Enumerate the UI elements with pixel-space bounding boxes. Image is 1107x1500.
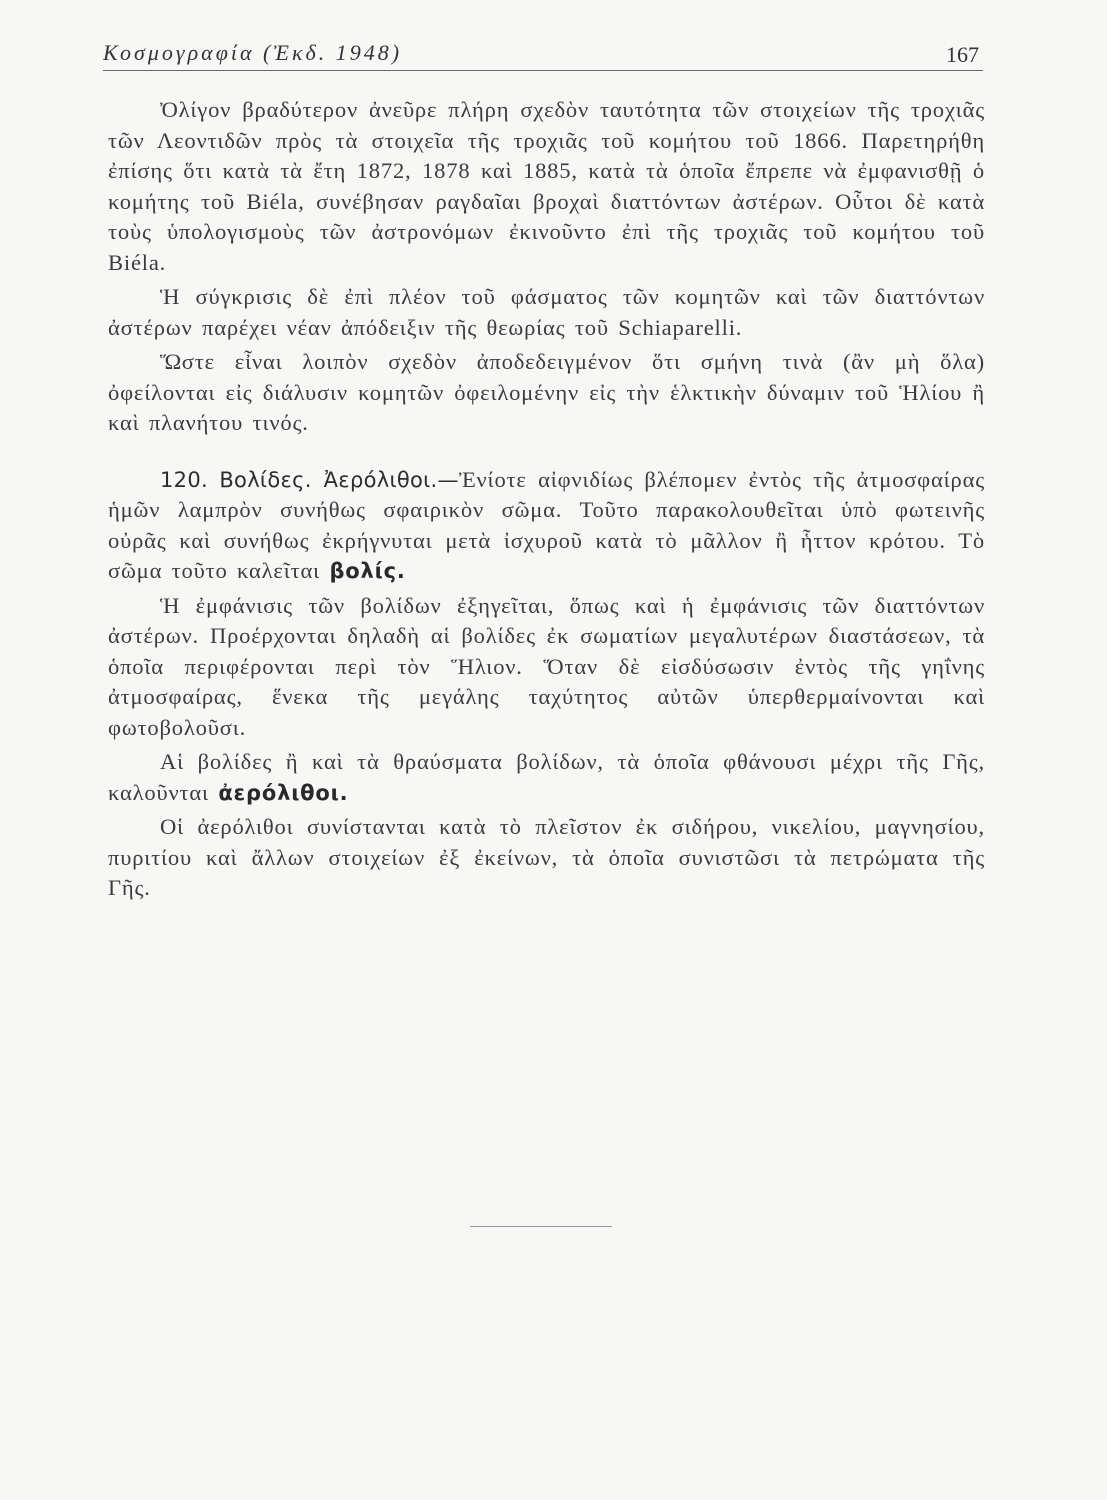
term-aerolithoi: ἀερόλιθοι. [218, 780, 349, 805]
term-bolis: βολίς. [329, 559, 406, 583]
paragraph-aerolites-definition [108, 747, 985, 808]
paragraph-conclusion: Ὥστε εἶναι λοιπὸν σχεδὸν ἀποδεδειγμένον ὅτι σμήνη τινὰ (ἂν μὴ ὅλα) ὀφείλονται εἰς διάλυσιν κομητῶν ὀφειλομένην εἰς τὴν ἑλκτικὴν δύναμιν τοῦ Ἡλίου ἢ καὶ πλανήτου τινός. [108, 349, 985, 435]
section-title: Βολίδες. Ἀερόλιθοι.— [219, 467, 459, 492]
paragraph-explanation: Ἡ ἐμφάνισις τῶν βολίδων ἐξηγεῖται, ὅπως καὶ ἡ ἐμφάνισις τῶν διαττόντων ἀστέρων. Προέρχονται δηλαδὴ αἱ βολίδες ἐκ σωματίων μεγαλυτέρων διαστάσεων, τὰ ὁποῖα περιφέρονται περὶ τὸν Ἥλιον. Ὅταν δὲ εἰσδύσωσιν ἐντὸς τῆς γηΐνης ἀτμοσφαίρας, ἕνεκα τῆς μεγάλης ταχύτητος αὐτῶν ὑπερθερμαίνονται καὶ φωτοβολοῦσι. [108, 592, 985, 740]
body-text [108, 95, 985, 916]
paragraph-composition: Οἱ ἀερόλιθοι συνίστανται κατὰ τὸ πλεῖστον ἐκ σιδήρου, νικελίου, μαγνησίου, πυριτίου καὶ ἄλλων στοιχείων ἐξ ἐκείνων, τὰ ὁποῖα συνιστῶσι τὰ πετρώματα τῆς Γῆς. [108, 814, 985, 900]
footer-rule [470, 1226, 612, 1227]
paragraph-bolides-text: Ἐνίοτε αἰφνιδίως βλέπομεν ἐντὸς τῆς ἀτμοσφαίρας ἡμῶν λαμπρὸν συνήθως σφαιρικὸν σῶμα. Τοῦτο παρακολουθεῖται ὑπὸ φωτεινῆς οὐρᾶς καὶ συνήθως ἐκρήγνυται μετὰ ἰσχυροῦ κατὰ τὸ μᾶλλον ἢ ἧττον κρότου. Τὸ σῶμα τοῦτο καλεῖται [108, 466, 985, 583]
header-rule [103, 70, 983, 71]
paragraph-leonids: Ὀλίγον βραδύτερον ἀνεῦρε πλήρη σχεδὸν ταυτότητα τῶν στοιχείων τῆς τροχιᾶς τῶν Λεοντιδῶν πρὸς τὰ στοιχεῖα τῆς τροχιᾶς τοῦ κομήτου τοῦ 1866. Παρετηρήθη ἐπίσης ὅτι κατὰ τὰ ἔτη 1872, 1878 καὶ 1885, κατὰ τὰ ὁποῖα ἔπρεπε νὰ ἐμφανισθῇ ὁ κομήτης τοῦ Biéla, συνέβησαν ραγδαῖαι βροχαὶ διαττόντων ἀστέρων. Οὗτοι δὲ κατὰ τοὺς ὑπολογισμοὺς τῶν ἀστρονόμων ἐκινοῦντο ἐπὶ τῆς τροχιᾶς τοῦ κομήτου τοῦ Biéla. [108, 97, 985, 275]
section-120-paragraph [108, 465, 985, 587]
paragraph-aerolites-text: Αἱ βολίδες ἢ καὶ τὰ θραύσματα βολίδων, τὰ ὁποῖα φθάνουσι μέχρι τῆς Γῆς, καλοῦνται [108, 749, 985, 805]
section-number: 120. [160, 467, 208, 492]
paragraph-spectrum: Ἡ σύγκρισις δὲ ἐπὶ πλέον τοῦ φάσματος τῶν κομητῶν καὶ τῶν διαττόντων ἀστέρων παρέχει νέαν ἀπόδειξιν τῆς θεωρίας τοῦ Schiaparelli. [108, 284, 985, 340]
page-number: 167 [946, 42, 979, 67]
running-head: Κοσμογραφία (Ἐκδ. 1948) [103, 40, 403, 65]
page-header [103, 32, 983, 72]
